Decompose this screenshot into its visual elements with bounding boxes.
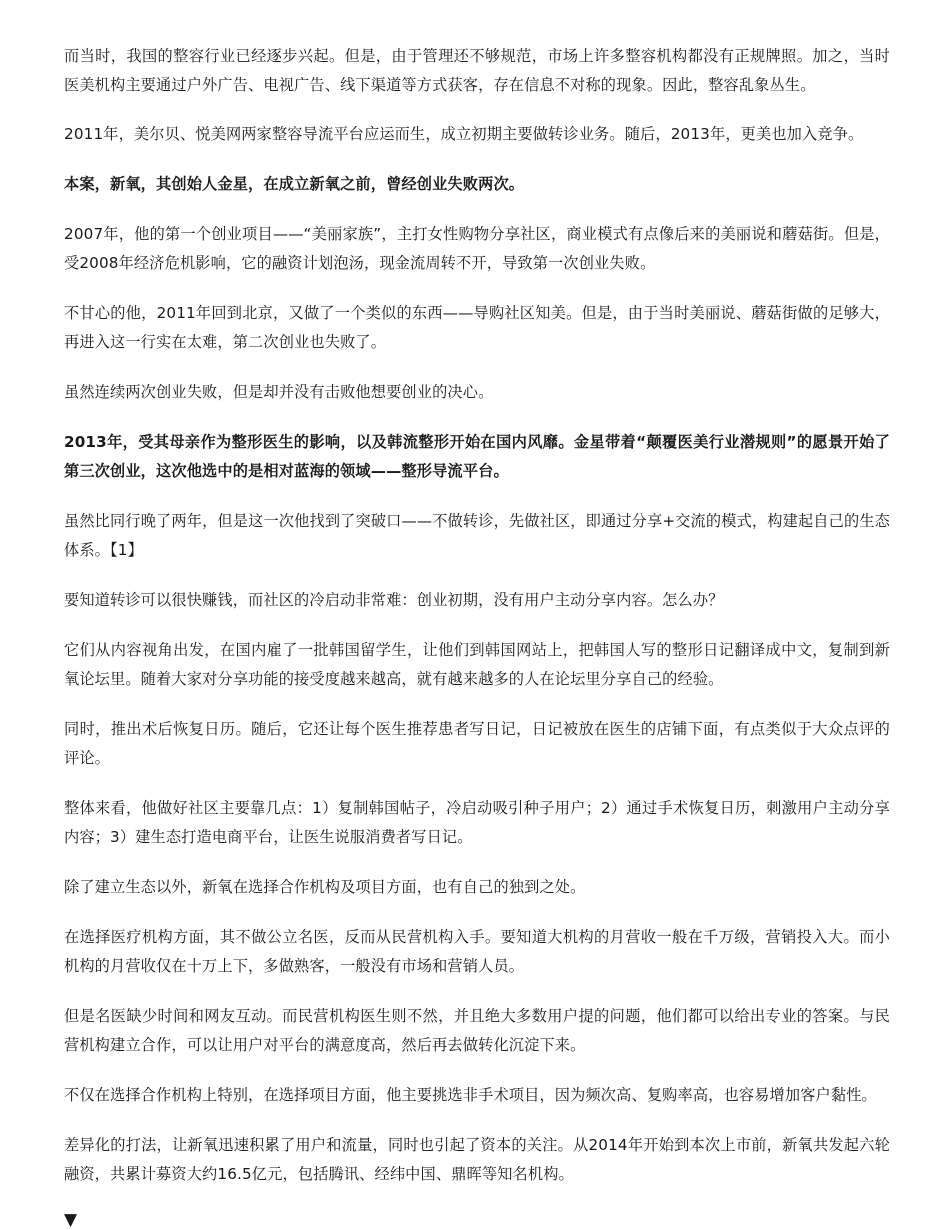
paragraph-1: 而当时，我国的整容行业已经逐步兴起。但是，由于管理还不够规范，市场上许多整容机构都没有正规牌照。加之，当时医美机构主要通过户外广告、电视广告、线下渠道等方式获客，存在信息不对称的现象。因此，整容乱象丛生。 <box>64 47 890 94</box>
paragraph-13: 除了建立生态以外，新氧在选择合作机构及项目方面，也有自己的独到之处。 <box>64 878 586 896</box>
paragraph-5: 不甘心的他，2011年回到北京，又做了一个类似的东西——导购社区知美。但是，由于当时美丽说、蘑菇街做的足够大，再进入这一行实在太难，第二次创业也失败了。 <box>64 304 890 351</box>
paragraph-16: 不仅在选择合作机构上特别，在选择项目方面，他主要挑选非手术项目，因为频次高、复购率高，也容易增加客户黏性。 <box>64 1086 877 1104</box>
paragraph-17: 差异化的打法，让新氧迅速积累了用户和流量，同时也引起了资本的关注。从2014年开始到本次上市前，新氧共发起六轮融资，共累计募资大约16.5亿元，包括腾讯、经纬中国、鼎晖等知名机构。 <box>64 1136 890 1183</box>
paragraph-10: 它们从内容视角出发，在国内雇了一批韩国留学生，让他们到韩国网站上，把韩国人写的整形日记翻译成中文，复制到新氧论坛里。随着大家对分享功能的接受度越来越高，就有越来越多的人在论坛里分享自己的经验。 <box>64 641 890 688</box>
paragraph-15: 但是名医缺少时间和网友互动。而民营机构医生则不然，并且绝大多数用户提的问题，他们都可以给出专业的答案。与民营机构建立合作，可以让用户对平台的满意度高，然后再去做转化沉淀下来。 <box>64 1007 890 1054</box>
paragraph-6: 虽然连续两次创业失败，但是却并没有击败他想要创业的决心。 <box>64 383 494 401</box>
paragraph-3-bold: 本案，新氧，其创始人金星，在成立新氧之前，曾经创业失败两次。 <box>64 175 525 193</box>
down-triangle-icon: ▼ <box>64 1210 78 1230</box>
paragraph-4: 2007年，他的第一个创业项目——“美丽家族”，主打女性购物分享社区，商业模式有点像后来的美丽说和蘑菇街。但是，受2008年经济危机影响，它的融资计划泡汤，现金流周转不开，导致第一次创业失败。 <box>64 225 890 272</box>
paragraph-11: 同时，推出术后恢复日历。随后，它还让每个医生推荐患者写日记，日记被放在医生的店铺下面，有点类似于大众点评的评论。 <box>64 720 890 767</box>
paragraph-14: 在选择医疗机构方面，其不做公立名医，反而从民营机构入手。要知道大机构的月营收一般在千万级，营销投入大。而小机构的月营收仅在十万上下，多做熟客，一般没有市场和营销人员。 <box>64 928 890 975</box>
paragraph-9: 要知道转诊可以很快赚钱，而社区的冷启动非常难：创业初期，没有用户主动分享内容。怎么办？ <box>64 591 724 609</box>
article-body <box>64 42 890 1230</box>
paragraph-12: 整体来看，他做好社区主要靠几点：1）复制韩国帖子，冷启动吸引种子用户；2）通过手术恢复日历，刺激用户主动分享内容；3）建生态打造电商平台，让医生说服消费者写日记。 <box>64 799 890 846</box>
paragraph-2: 2011年，美尔贝、悦美网两家整容导流平台应运而生，成立初期主要做转诊业务。随后，2013年，更美也加入竞争。 <box>64 125 864 143</box>
paragraph-8: 虽然比同行晚了两年，但是这一次他找到了突破口——不做转诊，先做社区，即通过分享+交流的模式，构建起自己的生态体系。【1】 <box>64 512 890 559</box>
paragraph-7-bold: 2013年，受其母亲作为整形医生的影响，以及韩流整形开始在国内风靡。金星带着“颠覆医美行业潜规则”的愿景开始了第三次创业，这次他选中的是相对蓝海的领域——整形导流平台。 <box>64 433 890 480</box>
